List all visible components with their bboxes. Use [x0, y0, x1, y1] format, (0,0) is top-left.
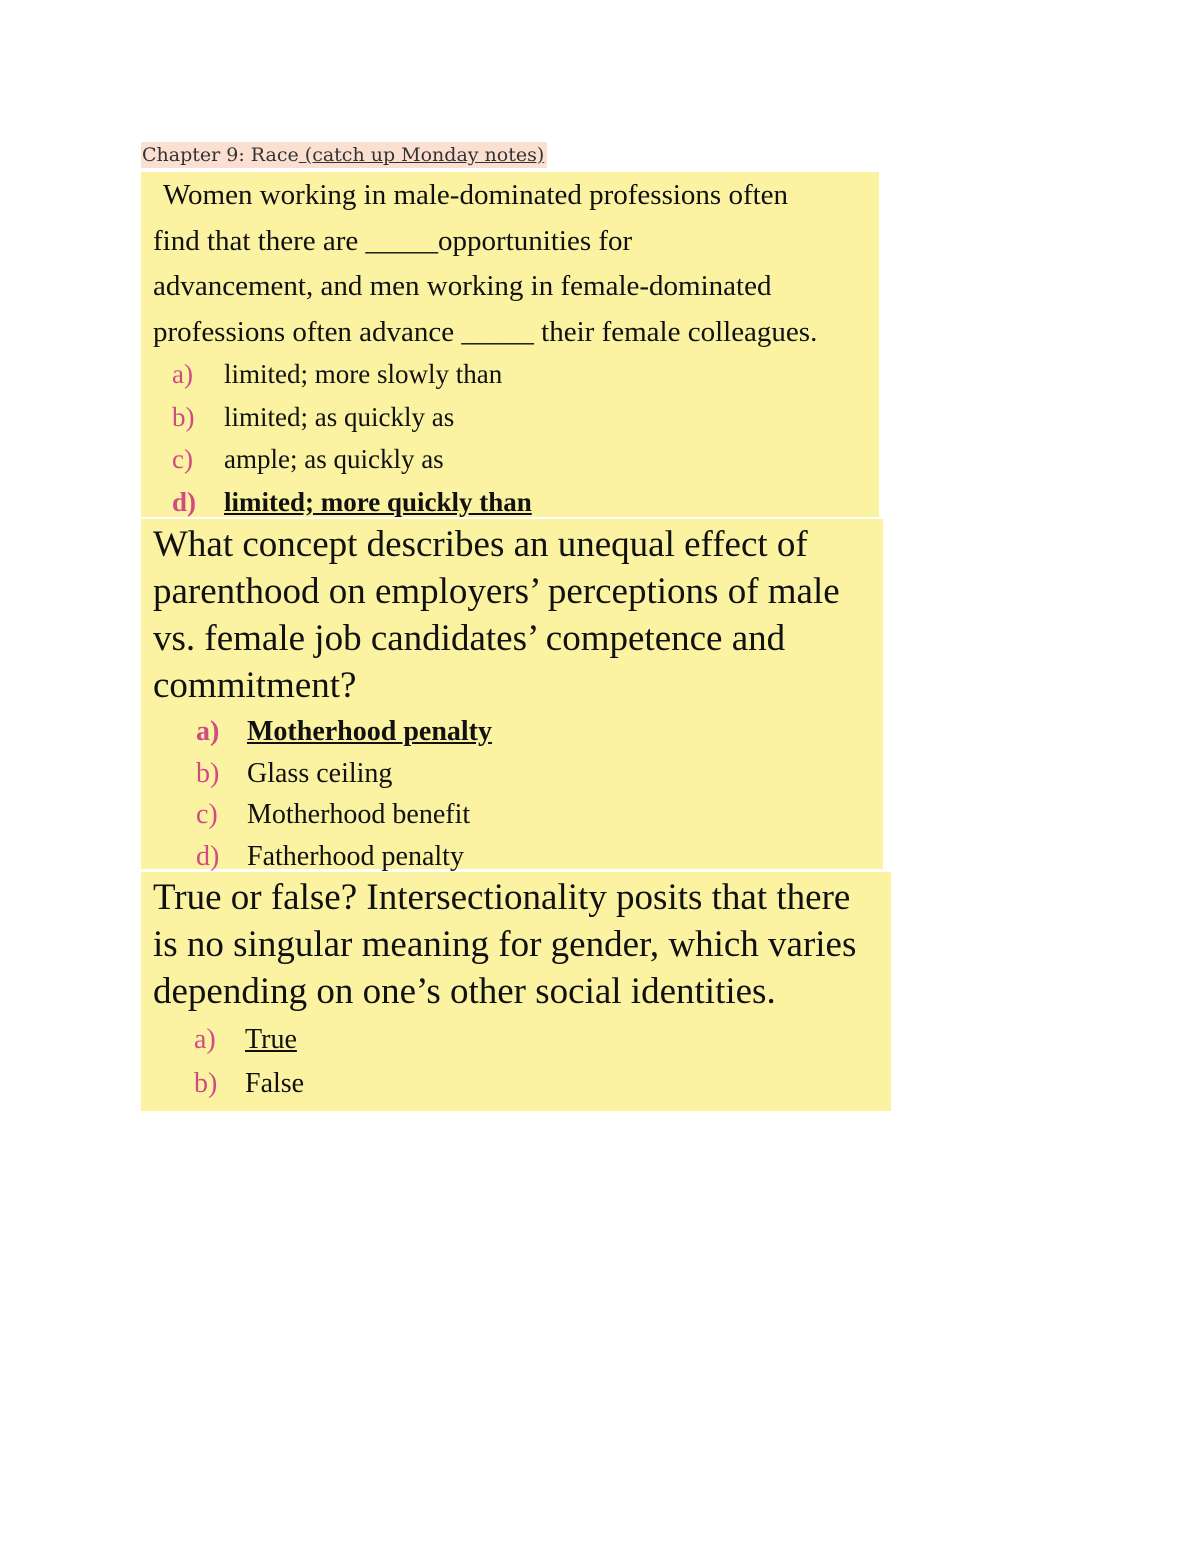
option-letter: a): [194, 1024, 216, 1055]
question-line: find that there are _____opportunities for: [153, 224, 633, 257]
question-card-2: [141, 519, 883, 872]
option-text: limited; more slowly than: [224, 359, 503, 389]
option-text: Motherhood benefit: [247, 799, 471, 830]
option-text: Glass ceiling: [247, 757, 393, 789]
option-letter: b): [194, 1068, 218, 1099]
option-text: limited; more quickly than: [224, 486, 532, 517]
chapter-note: (catch up Monday notes): [298, 144, 545, 166]
chapter-title: Chapter 9: Race: [142, 144, 299, 166]
question-1-text: [153, 173, 817, 355]
option-letter: c): [172, 444, 193, 474]
question-line: What concept describes an unequal effect of: [153, 524, 808, 565]
option-letter: a): [172, 359, 193, 389]
question-card-1: [141, 172, 879, 517]
option-text: True: [245, 1024, 297, 1055]
question-line: parenthood on employers’ perceptions of male: [153, 571, 840, 612]
option-letter: d): [172, 486, 197, 517]
option-letter: b): [196, 757, 220, 789]
question-line: vs. female job candidates’ competence and: [153, 618, 786, 659]
question-line: True or false? Intersectionality posits that there: [153, 877, 851, 918]
option-letter: d): [196, 840, 220, 872]
question-line: professions often advance _____ their female colleagues.: [153, 315, 818, 348]
option-text: ample; as quickly as: [224, 444, 444, 474]
question-line: depending on one’s other social identities.: [153, 971, 776, 1012]
question-line: advancement, and men working in female-dominated: [153, 270, 772, 302]
question-line: commitment?: [153, 665, 357, 706]
question-line: is no singular meaning for gender, which varies: [153, 924, 857, 965]
option-text: Fatherhood penalty: [247, 840, 464, 872]
option-letter: a): [196, 716, 220, 747]
question-card-3: [141, 872, 891, 1111]
option-letter: b): [172, 401, 195, 432]
question-3-text: [153, 874, 856, 1015]
option-text: Motherhood penalty: [247, 716, 492, 747]
option-text: limited; as quickly as: [224, 401, 455, 432]
option-text: False: [245, 1068, 305, 1099]
chapter-heading: [141, 142, 547, 168]
question-2-text: [153, 521, 840, 709]
option-letter: c): [196, 799, 218, 830]
question-line: Women working in male-dominated professions often: [163, 179, 789, 211]
